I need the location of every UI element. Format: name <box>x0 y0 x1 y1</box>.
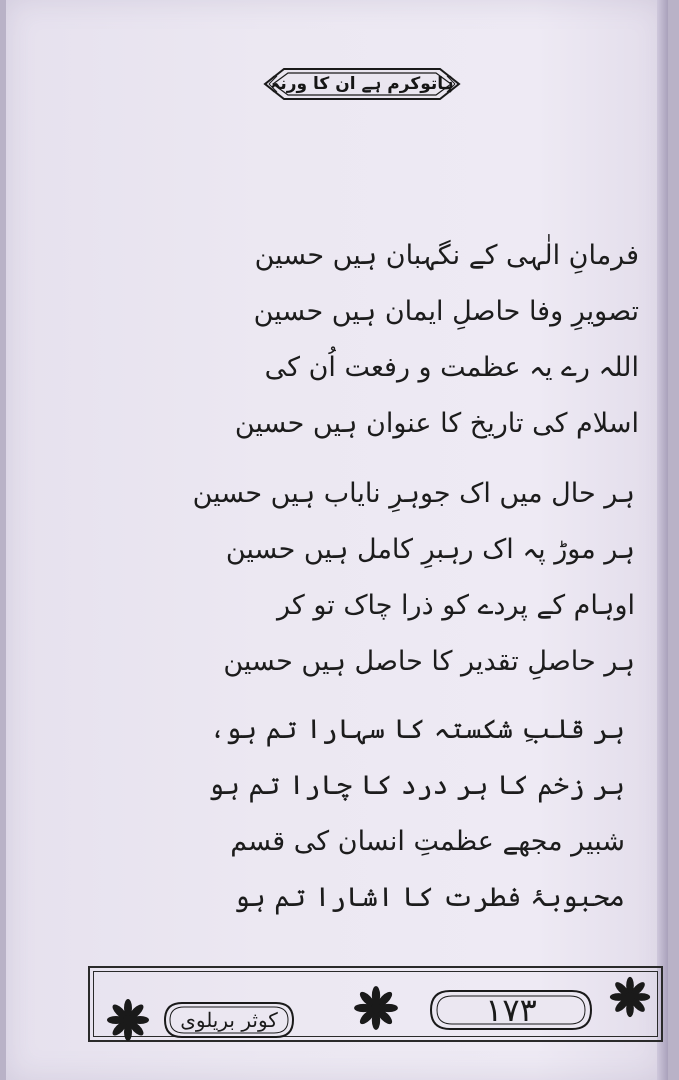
verse-line: محبوبۂ فطرت کا اشارا تم ہو <box>234 882 625 913</box>
header-banner <box>262 66 462 102</box>
verse-line: شبیر مجھے عظمتِ انسان کی قسم <box>230 826 625 857</box>
verse-line: ہر حاصلِ تقدیر کا حاصل ہیں حسین <box>223 646 635 677</box>
asterisk-flower-icon <box>104 996 152 1044</box>
page-edge <box>657 0 668 1080</box>
verse-line: تصویرِ وفا حاصلِ ایمان ہیں حسین <box>253 296 639 327</box>
verse-line: ہر زخم کا ہر درد کا چارا تم ہو <box>208 770 625 801</box>
verse-line: ہر حال میں اک جوہرِ نایاب ہیں حسین <box>192 478 635 509</box>
author-name: کوثر بریلوی <box>180 1008 278 1032</box>
header-title: ہاتوکرم ہے ان کا ورنہ <box>270 74 454 94</box>
stanza-2 <box>75 466 635 690</box>
verse-line: اسلام کی تاریخ کا عنوان ہیں حسین <box>234 408 639 439</box>
verse-line: فرمانِ الٰہی کے نگہبان ہیں حسین <box>254 240 639 271</box>
author-plate <box>162 1000 296 1040</box>
stanza-3 <box>65 702 625 926</box>
verse-line: اللہ رے یہ عظمت و رفعت اُن کی <box>264 352 639 383</box>
verse-line: اوہام کے پردے کو ذرا چاک تو کر <box>277 590 635 621</box>
asterisk-flower-icon <box>351 983 401 1033</box>
asterisk-flower-icon <box>607 974 653 1020</box>
verse-line: ہر قلبِ شکستہ کا سہارا تم ہو، <box>209 714 625 745</box>
page-number-plate <box>428 988 594 1032</box>
verse-line: ہر موڑ پہ اک رہبرِ کامل ہیں حسین <box>225 534 635 565</box>
stanza-1 <box>79 228 639 452</box>
page-number: ۱۷۳ <box>485 991 537 1029</box>
